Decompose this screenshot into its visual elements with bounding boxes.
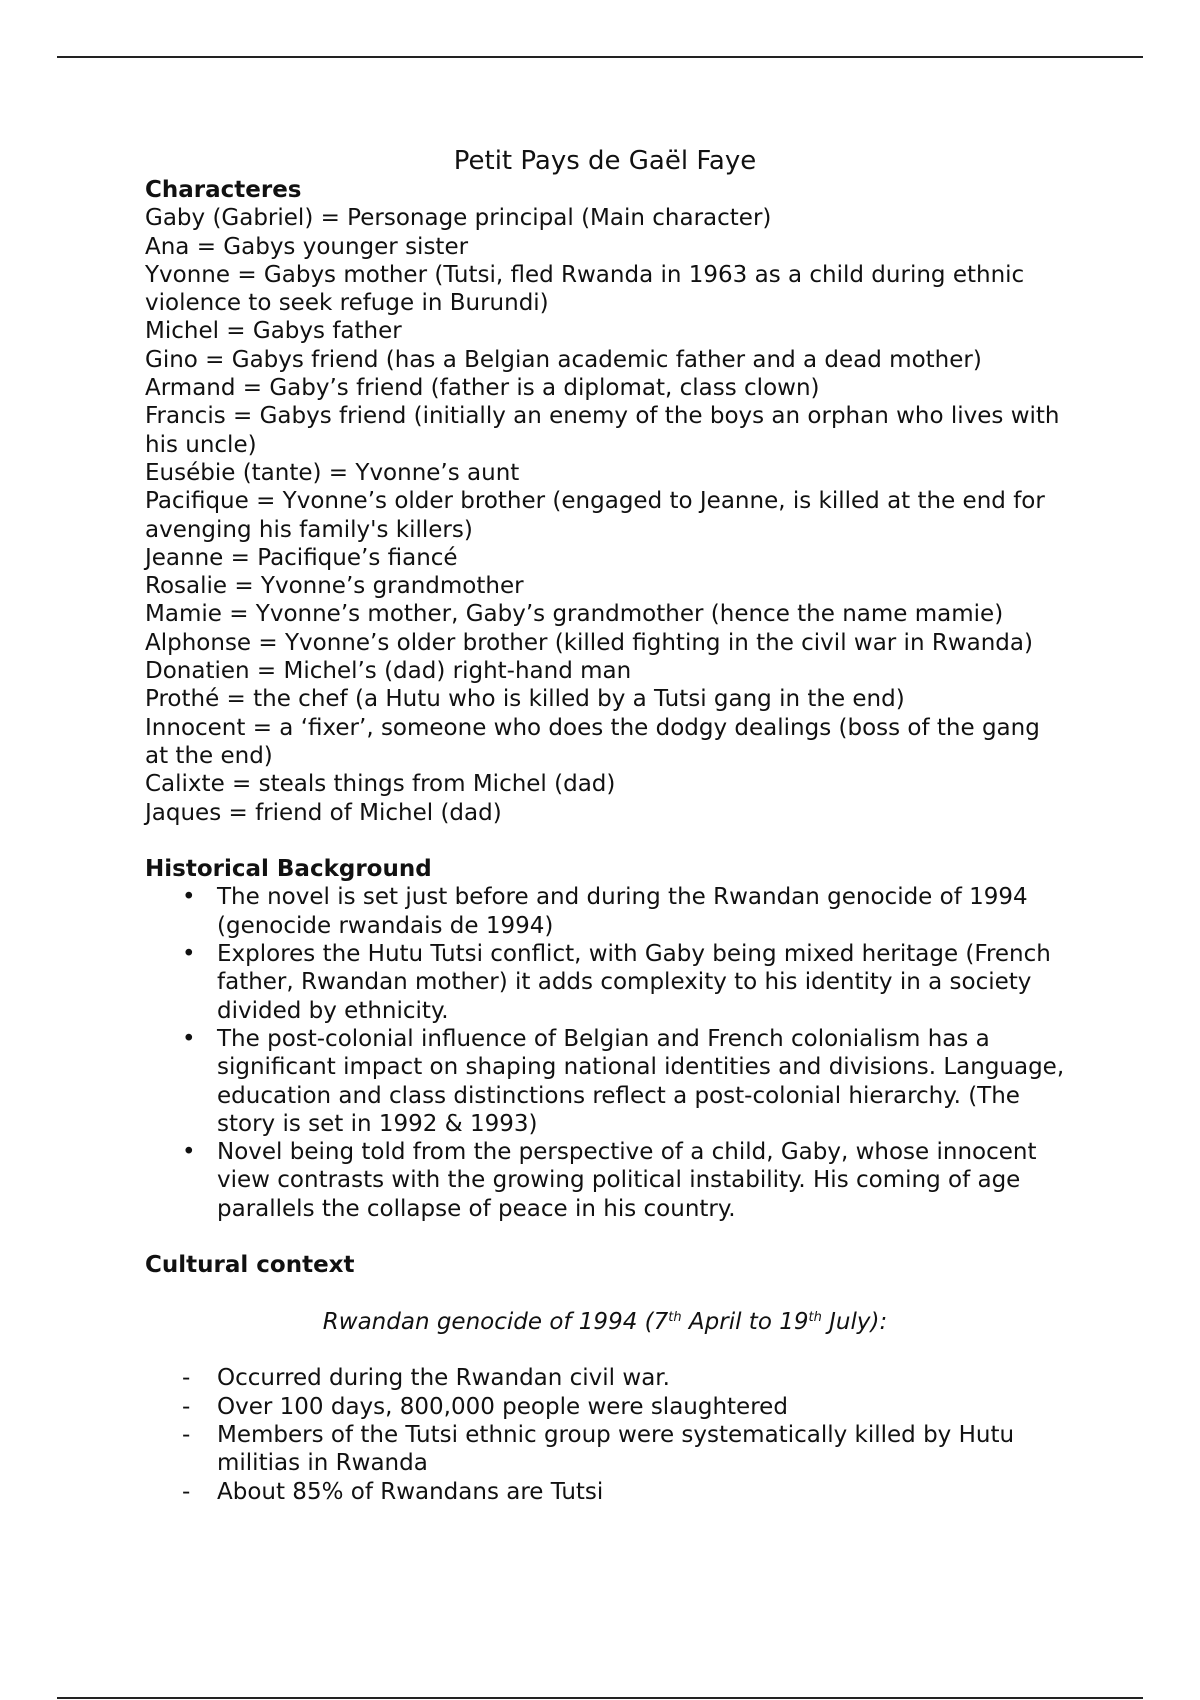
subtitle-text: July): [821, 1308, 888, 1335]
dash-mark: - [182, 1422, 191, 1449]
document-title: Petit Pays de Gaël Faye [453, 146, 757, 176]
characters-list [145, 204, 1065, 827]
list-item [145, 1364, 1065, 1392]
list-item [145, 1478, 1065, 1506]
list-item [145, 1025, 1065, 1138]
list-item-text: Members of the Tutsi ethnic group were systematically killed by Hutu militias in Rwanda [217, 1422, 1015, 1477]
spacer [145, 827, 1065, 855]
list-item-text: Explores the Hutu Tutsi conflict, with Gaby being mixed heritage (French father, Rwandan mother) it adds complexity to his identity in a society divided by ethnicity. [217, 941, 1051, 1024]
character-line: Rosalie = Yvonne’s grandmother [145, 573, 524, 600]
list-item-text: The novel is set just before and during the Rwandan genocide of 1994 (genocide rwandais de 1994) [217, 884, 1028, 939]
character-line: Michel = Gabys father [145, 318, 402, 345]
character-line: Gaby (Gabriel) = Personage principal (Main character) [145, 205, 772, 232]
character-line: Calixte = steals things from Michel (dad) [145, 771, 616, 798]
list-item-text: Novel being told from the perspective of a child, Gaby, whose innocent view contrasts with the growing political instability. His coming of age parallels the collapse of peace in his country. [217, 1139, 1037, 1222]
character-line: Alphonse = Yvonne’s older brother (killed fighting in the civil war in Rwanda) [145, 629, 1033, 656]
character-line: Gino = Gabys friend (has a Belgian academic father and a dead mother) [145, 346, 982, 373]
character-line: Mamie = Yvonne’s mother, Gaby’s grandmother (hence the name mamie) [145, 601, 1004, 628]
list-item-text: Occurred during the Rwandan civil war. [217, 1365, 670, 1392]
character-line: Ana = Gabys younger sister [145, 233, 469, 260]
character-line: Donatien = Michel’s (dad) right-hand man [145, 658, 632, 685]
subtitle-superscript: th [668, 1309, 682, 1325]
character-line: Jaques = friend of Michel (dad) [145, 799, 502, 826]
character-line: Innocent = a ‘fixer’, someone who does the dodgy dealings (boss of the gang at the end) [145, 714, 1040, 769]
list-item [145, 1393, 1065, 1421]
character-line: Jeanne = Pacifique’s fiancé [145, 544, 458, 571]
character-line: Prothé = the chef (a Hutu who is killed by a Tutsi gang in the end) [145, 686, 905, 713]
bullet-mark: • [182, 941, 196, 968]
subtitle-text: Rwandan genocide of 1994 (7 [322, 1308, 669, 1335]
subtitle-superscript: th [808, 1309, 822, 1325]
character-line: Pacifique = Yvonne’s older brother (engaged to Jeanne, is killed at the end for avenging his family's killers) [145, 488, 1045, 543]
spacer [145, 1336, 1065, 1364]
list-item [145, 883, 1065, 940]
list-item-text: About 85% of Rwandans are Tutsi [217, 1478, 604, 1505]
dash-mark: - [182, 1478, 191, 1505]
top-rule [57, 56, 1143, 58]
bullet-mark: • [182, 884, 196, 911]
cultural-heading: Cultural context [145, 1252, 355, 1279]
historical-list [145, 883, 1065, 1223]
bullet-mark: • [182, 1139, 196, 1166]
cultural-list [145, 1364, 1065, 1505]
list-item [145, 1421, 1065, 1478]
list-item-text: Over 100 days, 800,000 people were slaughtered [217, 1393, 788, 1420]
historical-heading: Historical Background [145, 856, 432, 883]
subtitle-text: April to 19 [681, 1308, 809, 1335]
character-line: Eusébie (tante) = Yvonne’s aunt [145, 459, 520, 486]
list-item-text: The post-colonial influence of Belgian and French colonialism has a significant impact on shaping national identities and divisions. Language, education and class distinctions reflect a post-colonial hierarchy. (The story is set in 1992 & 1993) [217, 1025, 1065, 1137]
dash-mark: - [182, 1365, 191, 1392]
document-body [145, 146, 1065, 1506]
character-line: Francis = Gabys friend (initially an enemy of the boys an orphan who lives with his uncle) [145, 403, 1060, 458]
characters-heading: Characteres [145, 177, 302, 203]
cultural-subtitle [145, 1308, 1065, 1336]
bottom-rule [57, 1697, 1143, 1699]
list-item [145, 1138, 1065, 1223]
spacer [145, 1280, 1065, 1308]
spacer [145, 1223, 1065, 1251]
dash-mark: - [182, 1393, 191, 1420]
list-item [145, 940, 1065, 1025]
bullet-mark: • [182, 1025, 196, 1052]
character-line: Armand = Gaby’s friend (father is a diplomat, class clown) [145, 375, 820, 402]
character-line: Yvonne = Gabys mother (Tutsi, fled Rwanda in 1963 as a child during ethnic violence to seek refuge in Burundi) [145, 261, 1025, 317]
